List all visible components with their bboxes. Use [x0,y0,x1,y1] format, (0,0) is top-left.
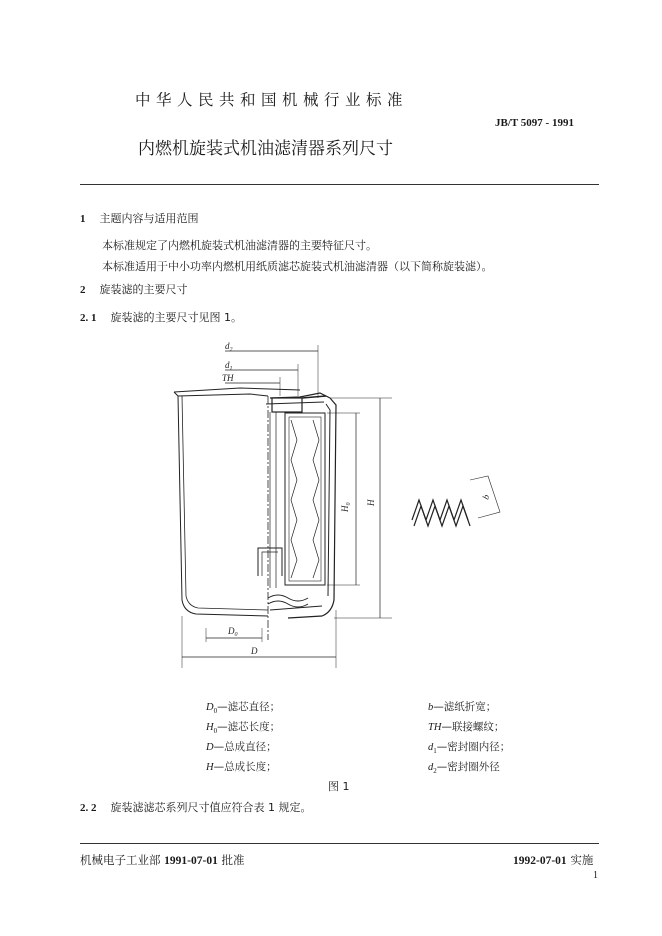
label-b: b [480,493,492,501]
legend-d2: $d_2—$密封圈外径 [428,761,500,776]
section-number: 2 [80,284,86,296]
legend-d1: $d_1—$密封圈内径； [428,741,511,756]
section-number: 1 [80,213,86,225]
legend-h: H—总成长度； [206,761,277,773]
label-h0: $H_0$ [340,502,352,512]
section-title: 旋装滤的主要尺寸 [99,283,188,296]
document-title: 内燃机旋装式机油滤清器系列尺寸 [138,139,393,159]
paragraph-application: 本标准适用于中小功率内燃机用纸质滤芯旋装式机油滤清器（以下简称旋装滤）。 [102,260,493,273]
label-d1: $d_1$ [225,360,233,372]
legend-d0: $D_0—$滤芯直径； [206,701,281,716]
legend-h0: $H_0—$滤芯长度； [206,721,281,736]
label-d2: $d_2$ [225,341,233,353]
clause-number: 2. 1 [80,312,97,324]
implementation-line: 1992-07-01 实施 [513,853,594,867]
page-number: 1 [593,870,598,881]
paragraph-scope: 本标准规定了内燃机旋装式机油滤清器的主要特征尺寸。 [102,239,377,252]
approval-line: 机械电子工业部 1991-07-01 批准 [80,853,245,867]
label-d0: $D_0$ [228,626,238,638]
issuing-organization: 中华人民共和国机械行业标准 [135,91,409,109]
legend-th: TH—联接螺纹； [428,721,505,733]
label-d: D [251,646,258,656]
legend-b: b—滤纸折宽； [428,701,497,713]
footer-divider [80,843,599,844]
clause-text: 旋装滤的主要尺寸见图 1。 [110,311,242,324]
section-title: 主题内容与适用范围 [99,212,199,225]
figure-caption: 图 1 [328,780,350,793]
clause-2-2 [80,799,312,815]
label-th: TH [222,373,234,383]
clause-text: 旋装滤滤芯系列尺寸值应符合表 1 规定。 [110,801,312,814]
standard-code: JB/T 5097 - 1991 [495,117,574,129]
legend-d: D—总成直径； [206,741,277,753]
clause-number: 2. 2 [80,802,97,814]
label-h: H [366,499,376,506]
